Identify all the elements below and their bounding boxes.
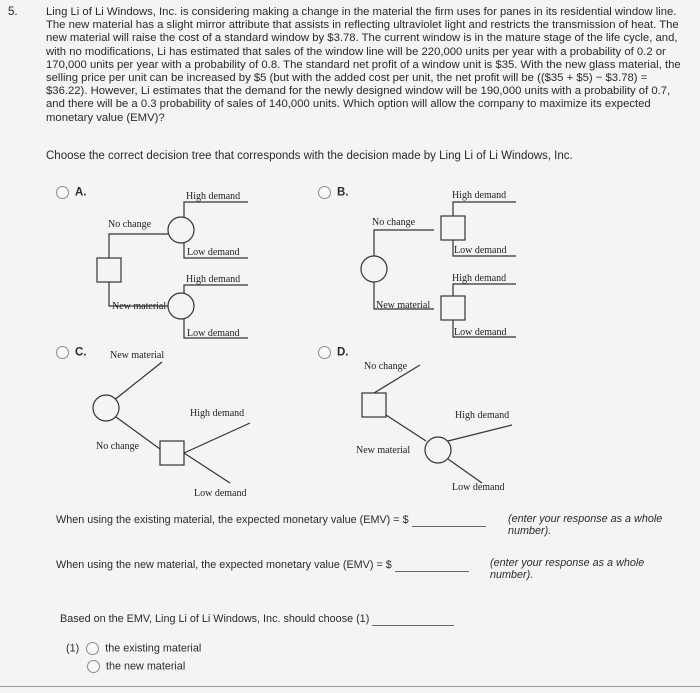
emv-existing-hint: (enter your response as a whole number). (508, 513, 663, 537)
tree-c-new-material: New material (110, 350, 165, 361)
tree-b-low-2: Low demand (454, 327, 507, 338)
emv-choice (60, 612, 500, 626)
choice-new-label: the new material (106, 660, 186, 673)
tree-c (90, 345, 260, 505)
emv-existing-input[interactable] (412, 526, 486, 527)
option-d[interactable] (318, 346, 349, 359)
tree-b-high-2: High demand (452, 273, 507, 284)
tree-d-no-change: No change (364, 361, 408, 372)
option-c-radio[interactable] (56, 346, 69, 359)
choice-existing-label: the existing material (105, 642, 202, 655)
option-d-letter: D. (337, 346, 349, 359)
tree-b (356, 186, 526, 346)
tree-a-no-change: No change (108, 219, 152, 230)
emv-new (56, 558, 486, 572)
tree-d-new-material: New material (356, 445, 411, 456)
choice-number: (1) (66, 642, 80, 655)
tree-d (352, 355, 532, 505)
option-b-letter: B. (337, 186, 349, 199)
choice-new-radio[interactable] (87, 660, 100, 673)
tree-c-no-change: No change (96, 441, 140, 452)
bottom-divider (0, 686, 700, 687)
emv-existing-label: When using the existing material, the expected monetary value (EMV) = $ (56, 514, 409, 526)
option-a[interactable] (56, 186, 87, 199)
emv-choice-label: Based on the EMV, Ling Li of Li Windows, Inc. should choose (1) (60, 613, 370, 625)
tree-a-low-2: Low demand (187, 328, 240, 339)
option-d-radio[interactable] (318, 346, 331, 359)
option-c[interactable] (56, 346, 87, 359)
tree-d-high: High demand (455, 410, 510, 421)
tree-c-low: Low demand (194, 488, 247, 499)
instruction-text: Choose the correct decision tree that corresponds with the decision made by Ling Li of Li Windows, Inc. (46, 150, 573, 162)
emv-existing (56, 513, 496, 527)
question-number: 5. (8, 6, 18, 18)
choice-new[interactable] (87, 660, 185, 673)
choice-existing-radio[interactable] (86, 642, 99, 655)
emv-new-label: When using the new material, the expected monetary value (EMV) = $ (56, 559, 392, 571)
option-b[interactable] (318, 186, 349, 199)
tree-a-low-1: Low demand (187, 247, 240, 258)
question-text: Ling Li of Li Windows, Inc. is considering making a change in the material the firm uses for panes in its residential window line. The new material has a slight mirror attribute that assists in reflecting ultraviolet light and restricts the transmission of heat. The new material will raise the cost of a standard window by $3.78. The current window is in the mature stage of the life cycle, and, with no modifications, Li has estimated that sales of the window line will be 220,000 units per year with a probability of 0.2 or 170,000 units per year with a probability of 0.8. The standard net profit of a window unit is $35. With the new glass material, the selling price per unit can be increased by $5 (but with the added cost per unit, the net profit will be (($35 + $5) − $3.78) = $36.22). However, Li estimates that the demand for the newly designed window will be 190,000 units with a probability of 0.7, and there will be a 0.3 probability of sales of 140,000 units. Which option will allow the company to maximize its expected monetary value (EMV)? (46, 6, 681, 124)
tree-b-no-change: No change (372, 217, 416, 228)
tree-a (90, 188, 260, 348)
emv-new-input[interactable] (395, 571, 469, 572)
tree-d-low: Low demand (452, 482, 505, 493)
option-c-letter: C. (75, 346, 87, 359)
emv-new-hint: (enter your response as a whole number). (490, 557, 645, 581)
tree-b-low-1: Low demand (454, 245, 507, 256)
tree-a-high-2: High demand (186, 274, 241, 285)
option-a-letter: A. (75, 186, 87, 199)
tree-a-new-material: New material (112, 301, 167, 312)
tree-c-high: High demand (190, 408, 245, 419)
choice-existing[interactable] (66, 642, 201, 655)
tree-b-new-material: New material (376, 300, 431, 311)
option-b-radio[interactable] (318, 186, 331, 199)
tree-a-high-1: High demand (186, 191, 241, 202)
tree-b-high-1: High demand (452, 190, 507, 201)
option-a-radio[interactable] (56, 186, 69, 199)
emv-choice-blank[interactable] (372, 625, 454, 626)
